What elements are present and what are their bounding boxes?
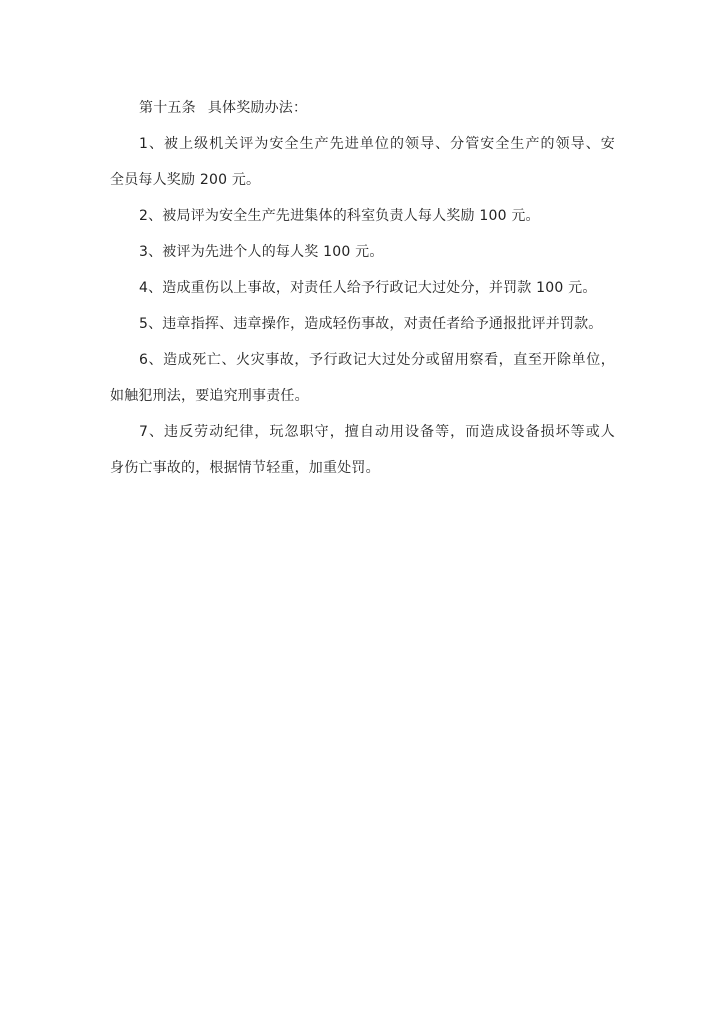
section-heading (110, 90, 615, 126)
item-5-line-1: 5、违章指挥、违章操作，造成轻伤事故，对责任者给予通报批评并罚款。 (139, 316, 603, 332)
item-4-line-1: 4、造成重伤以上事故，对责任人给予行政记大过处分，并罚款 100 元。 (139, 280, 597, 296)
item-7-line-1: 7、违反劳动纪律，玩忽职守，擅自动用设备等，而造成设备损坏等或人 (139, 424, 615, 440)
item-2-line-1: 2、被局评为安全生产先进集体的科室负责人每人奖励 100 元。 (139, 208, 540, 224)
item-1-line-2: 全员每人奖励 200 元。 (110, 172, 261, 188)
item-6-line-1: 6、造成死亡、火灾事故，予行政记大过处分或留用察看，直至开除单位， (139, 352, 615, 368)
item-1-line-1: 1、被上级机关评为安全生产先进单位的领导、分管安全生产的领导、安 (139, 136, 615, 152)
item-3-line-1: 3、被评为先进个人的每人奖 100 元。 (139, 244, 384, 260)
article-number: 第十五条 (139, 100, 196, 116)
article-title: 具体奖励办法： (207, 100, 308, 116)
item-6-line-2: 如触犯刑法，要追究刑事责任。 (110, 388, 309, 404)
item-7-line-2: 身伤亡事故的，根据情节轻重，加重处罚。 (110, 460, 380, 476)
document-page (110, 90, 615, 486)
